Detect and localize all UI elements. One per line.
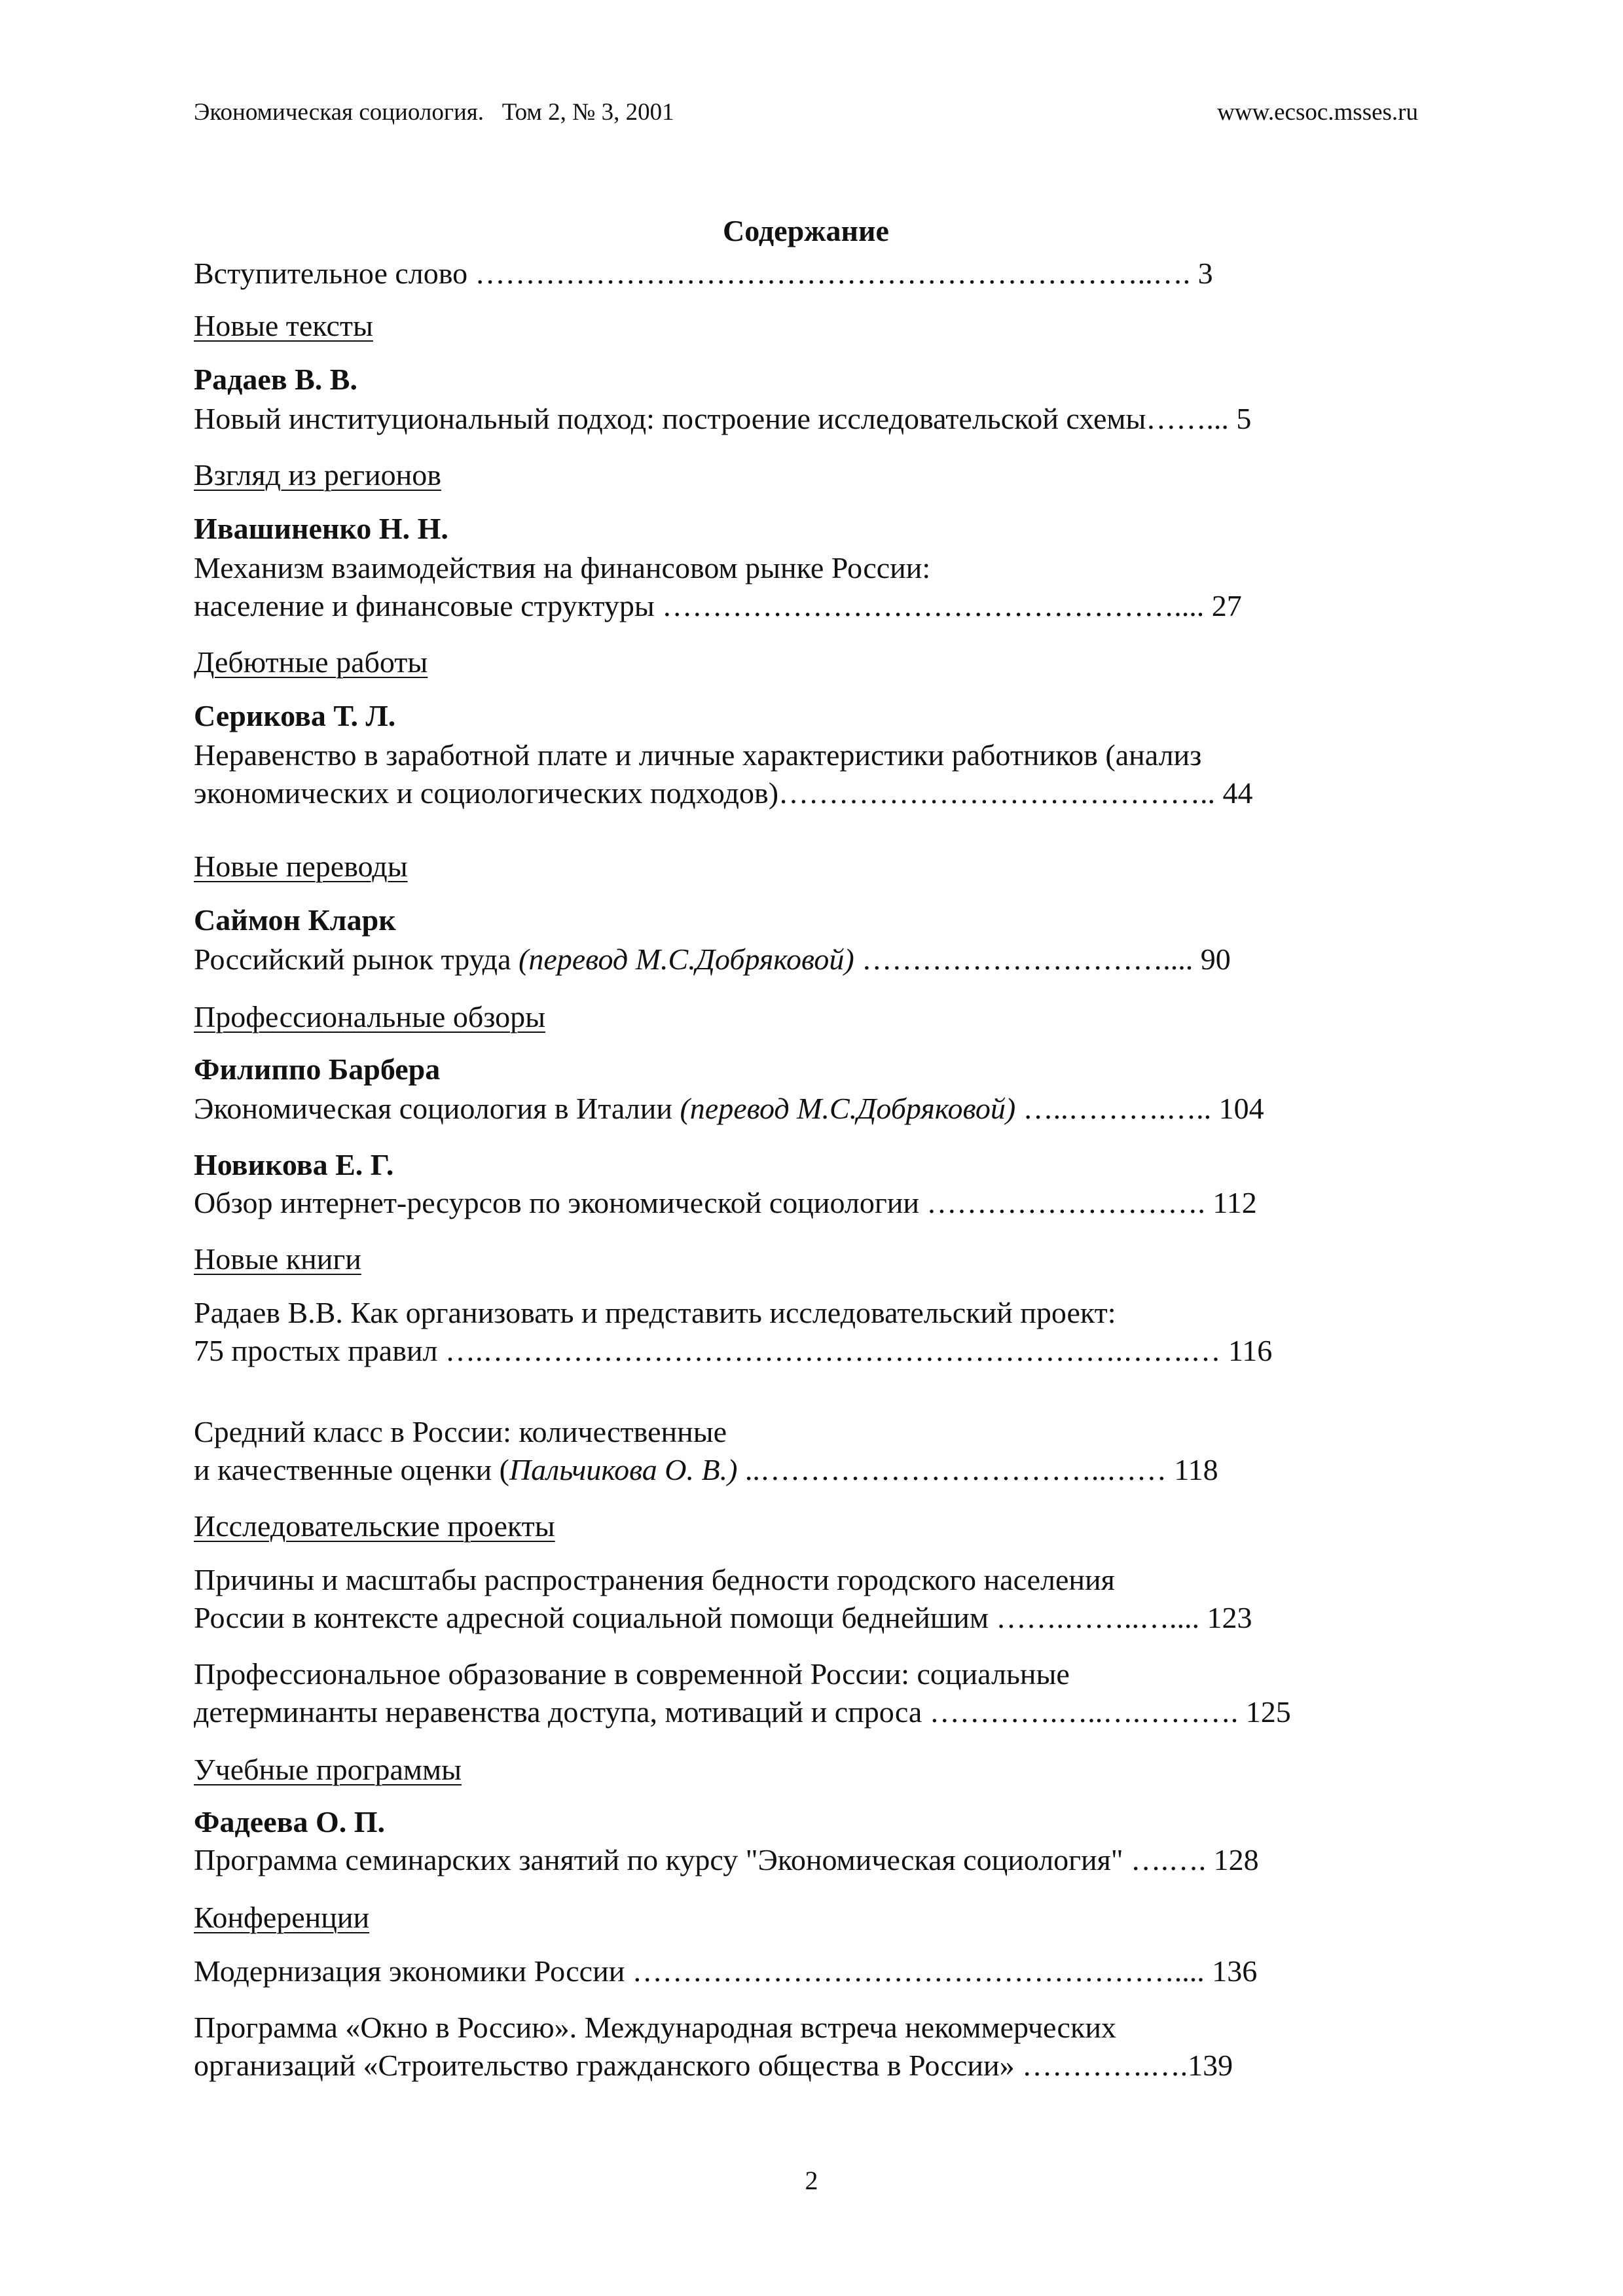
toc-entry-ivashinenko-line1: Механизм взаимодействия на финансовом рынке России: <box>194 551 931 584</box>
journal-title: Экономическая социология. Том 2, № 3, 2001 <box>194 99 674 126</box>
toc-entry-serikova-line1: Неравенство в заработной плате и личные характеристики работников (анализ <box>194 738 1202 772</box>
toc-entry-project1-line2: России в контексте адресной социальной помощи беднейшим …….……..….... 123 <box>194 1601 1252 1634</box>
toc-entry-radaev: Новый институциональный подход: построение исследовательской схемы……... 5 <box>194 402 1252 435</box>
toc-entry-book2-line2: и качественные оценки (Пальчикова О. В.) ..……………………………..…… 118 <box>194 1453 1218 1486</box>
toc-entry-project1-line1: Причины и масштабы распространения бедности городского населения <box>194 1563 1115 1596</box>
toc-entry-book1-line2: 75 простых правил ….……………………………………………………….…….… 116 <box>194 1334 1273 1367</box>
author-clark: Саймон Кларк <box>194 903 396 937</box>
toc-entry-conference1: Модернизация экономики России ……………………………………………….... 136 <box>194 1954 1258 1988</box>
toc-entry-fadeeva: Программа семинарских занятий по курсу "Экономическая социология" ….…. 128 <box>194 1843 1259 1876</box>
section-heading-books: Новые книги <box>194 1242 361 1276</box>
toc-entry-ivashinenko-line2: население и финансовые структуры …………………………………………….... 27 <box>194 589 1242 622</box>
toc-entry-book1-line1: Радаев В.В. Как организовать и представить исследовательский проект: <box>194 1296 1116 1329</box>
author-serikova: Серикова Т. Л. <box>194 699 396 732</box>
section-heading-regions: Взгляд из регионов <box>194 458 441 492</box>
toc-entry-serikova-line2: экономических и социологических подходов)…………………………………….. 44 <box>194 776 1253 810</box>
author-fadeeva: Фадеева О. П. <box>194 1805 386 1839</box>
section-heading-translations: Новые переводы <box>194 850 408 883</box>
toc-entry-intro: Вступительное слово …………………………………………………………..…. 3 <box>194 257 1213 290</box>
toc-entry-conference2-line2: организаций «Строительство гражданского общества в России» ………….….139 <box>194 2049 1233 2082</box>
toc-entry-book2-line1: Средний класс в России: количественные <box>194 1415 727 1448</box>
toc-entry-clark: Российский рынок труда (перевод М.С.Добряковой) ………………………….... 90 <box>194 942 1231 976</box>
section-heading-programs: Учебные программы <box>194 1753 462 1786</box>
toc-entry-novikova: Обзор интернет-ресурсов по экономической социологии ………………………. 112 <box>194 1186 1257 1219</box>
section-heading-debut: Дебютные работы <box>194 645 428 679</box>
section-heading-conferences: Конференции <box>194 1901 370 1934</box>
toc-entry-conference2-line1: Программа «Окно в Россию». Международная встреча некоммерческих <box>194 2011 1116 2044</box>
section-heading-reviews: Профессиональные обзоры <box>194 1000 546 1033</box>
toc-entry-project2-line1: Профессиональное образование в современной России: социальные <box>194 1657 1070 1691</box>
author-ivashinenko: Ивашиненко Н. Н. <box>194 512 448 545</box>
author-radaev: Радаев В. В. <box>194 363 357 396</box>
journal-url: www.ecsoc.msses.ru <box>1217 99 1418 126</box>
page-title: Содержание <box>723 214 889 247</box>
toc-entry-barbera: Экономическая социология в Италии (перевод М.С.Добряковой) …..……….….. 104 <box>194 1092 1264 1125</box>
page-number: 2 <box>805 2166 818 2195</box>
section-heading-projects: Исследовательские проекты <box>194 1509 555 1543</box>
author-novikova: Новикова Е. Г. <box>194 1148 394 1181</box>
author-barbera: Филиппо Барбера <box>194 1052 441 1086</box>
section-heading-new-texts: Новые тексты <box>194 309 373 342</box>
toc-entry-project2-line2: детерминанты неравенства доступа, мотиваций и спроса ………….…..….………. 125 <box>194 1695 1291 1729</box>
